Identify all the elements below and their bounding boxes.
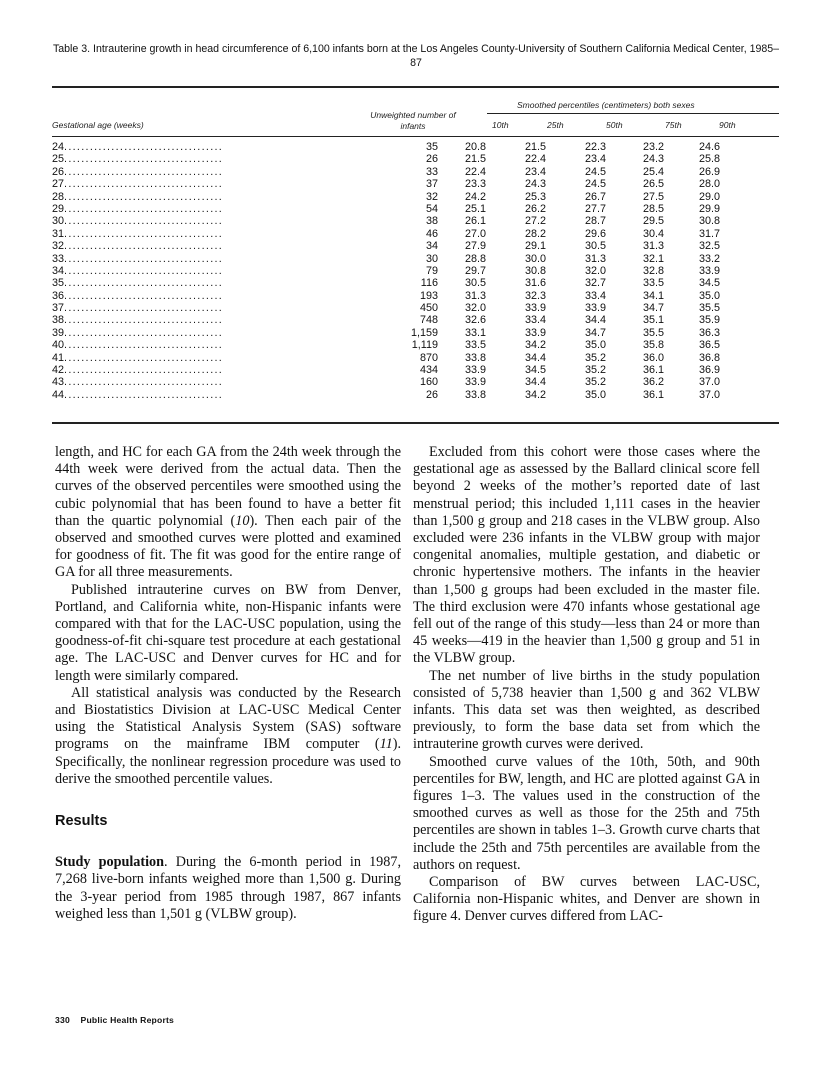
p50-cell: 33.9 [584,302,606,315]
p75-cell: 32.8 [642,264,664,277]
unweighted-count-cell: 32 [425,190,438,203]
leader-dots: ..................................... [64,339,224,352]
p50-cell: 35.2 [584,351,606,364]
p90-cell: 31.7 [698,227,720,240]
p50-cell: 30.5 [584,240,606,253]
p75-cell: 32.1 [642,252,664,265]
p10-cell: 27.0 [464,227,486,240]
p50-cell: 24.5 [584,178,606,191]
p50-cell: 32.0 [584,264,606,277]
p25-cell: 34.5 [524,364,546,377]
p75-cell: 30.4 [642,227,664,240]
p25-cell: 29.1 [524,240,546,253]
gestational-age-cell: 24..................................... [52,141,224,153]
gestational-age-cell: 30..................................... [52,215,224,228]
p50-cell: 32.7 [584,277,606,290]
leader-dots: ..................................... [64,277,224,290]
unweighted-count-cell: 160 [419,376,438,389]
p25-cell: 33.9 [524,302,546,315]
citation-ref: 11 [379,736,393,753]
p10-cell: 24.2 [464,190,486,203]
table-row [52,265,779,277]
table-row [52,191,779,203]
p90-cell: 36.3 [698,326,720,339]
gestational-age-cell: 25..................................... [52,153,224,166]
p50-cell: 33.4 [584,289,606,302]
p90-cell: 30.8 [698,215,720,228]
p25-cell: 34.2 [524,388,546,401]
p25-cell: 26.2 [524,202,546,215]
section-heading-results: Results [55,813,108,830]
p50-cell: 34.7 [584,326,606,339]
p75-cell: 36.1 [642,388,664,401]
p75-cell: 28.5 [642,202,664,215]
p25-cell: 25.3 [524,190,546,203]
p50-cell: 35.0 [584,388,606,401]
left-column [55,444,401,923]
p75-cell: 36.0 [642,351,664,364]
paragraph: length, and HC for each GA from the 24th week through the 44th week were derived from the actual data. Then the curves of the observed percentiles were smoothed using the cubic polynomial that has been found to have a better fit than the quartic polynomial (10). Then each pair of the observed and smoothed curves were plotted and examined for goodness of fit. The fit was good for the entire range of GA for all three measurements. [55,444,402,581]
p75-cell: 29.5 [642,215,664,228]
p75-cell: 24.3 [642,153,664,166]
unweighted-count-cell: 37 [425,178,438,191]
p10-cell: 33.1 [464,326,486,339]
citation-ref: 10 [235,512,250,529]
leader-dots: ..................................... [64,240,224,253]
header-p10: 10th [492,120,509,130]
p75-cell: 35.5 [642,326,664,339]
table-row [52,228,779,240]
leader-dots: ..................................... [64,376,224,389]
p10-cell: 20.8 [464,141,486,153]
leader-dots: ..................................... [64,351,224,364]
p90-cell: 36.9 [698,364,720,377]
p90-cell: 35.5 [698,302,720,315]
gestational-age-cell: 31..................................... [52,227,224,240]
unweighted-count-cell: 54 [425,202,438,215]
p25-cell: 33.4 [524,314,546,327]
leader-dots: ..................................... [64,153,224,166]
unweighted-count-cell: 434 [419,364,438,377]
unweighted-count-cell: 38 [425,215,438,228]
gestational-age-cell: 27..................................... [52,178,224,191]
unweighted-count-cell: 26 [425,388,438,401]
p50-cell: 34.4 [584,314,606,327]
p25-cell: 30.8 [524,264,546,277]
table-body [52,141,779,401]
unweighted-count-cell: 450 [419,302,438,315]
p25-cell: 33.9 [524,326,546,339]
p50-cell: 22.3 [584,141,606,153]
table-row [52,153,779,165]
p10-cell: 32.6 [464,314,486,327]
unweighted-count-cell: 34 [425,240,438,253]
p10-cell: 29.7 [464,264,486,277]
p10-cell: 25.1 [464,202,486,215]
header-group-rule [487,113,779,114]
unweighted-count-cell: 46 [425,227,438,240]
p10-cell: 33.5 [464,339,486,352]
paragraph: Published intrauterine curves on BW from Denver, Portland, and California white, non-Hispanic infants were compared with that for the LAC-USC population, using the goodness-of-fit chi-square test procedure at each gestational age. The LAC-USC and Denver curves for HC and for length were similarly compared. [55,581,401,684]
p75-cell: 27.5 [642,190,664,203]
gestational-age-cell: 28..................................... [52,190,224,203]
p25-cell: 30.0 [524,252,546,265]
p90-cell: 26.9 [698,165,720,178]
p50-cell: 29.6 [584,227,606,240]
p25-cell: 24.3 [524,178,546,191]
unweighted-count-cell: 26 [425,153,438,166]
p25-cell: 23.4 [524,165,546,178]
unweighted-count-cell: 870 [419,351,438,364]
p90-cell: 35.9 [698,314,720,327]
unweighted-count-cell: 79 [425,264,438,277]
p10-cell: 21.5 [464,153,486,166]
p10-cell: 23.3 [464,178,486,191]
gestational-age-cell: 40..................................... [52,339,224,352]
gestational-age-cell: 32..................................... [52,240,224,253]
header-bottom-rule [52,136,779,137]
p50-cell: 35.0 [584,339,606,352]
page-number: 330 [55,1015,70,1025]
table-row [52,327,779,339]
p75-cell: 35.1 [642,314,664,327]
table-row [52,364,779,376]
leader-dots: ..................................... [64,141,224,153]
p75-cell: 33.5 [642,277,664,290]
paragraph: Comparison of BW curves between LAC-USC, California non-Hispanic whites, and Denver are shown in figure 4. Denver curves differed from LAC- [413,874,760,925]
p75-cell: 34.7 [642,302,664,315]
leader-dots: ..................................... [64,264,224,277]
p10-cell: 33.9 [464,376,486,389]
unweighted-count-cell: 748 [419,314,438,327]
gestational-age-cell: 39..................................... [52,326,224,339]
p90-cell: 36.8 [698,351,720,364]
table-row [52,277,779,289]
header-p90: 90th [719,120,736,130]
unweighted-count-cell: 193 [419,289,438,302]
header-p75: 75th [665,120,682,130]
p90-cell: 36.5 [698,339,720,352]
page-footer [55,1015,174,1025]
gestational-age-cell: 42..................................... [52,364,224,377]
p10-cell: 27.9 [464,240,486,253]
p75-cell: 25.4 [642,165,664,178]
leader-dots: ..................................... [64,364,224,377]
table-row [52,240,779,252]
gestational-age-cell: 29..................................... [52,202,224,215]
p50-cell: 27.7 [584,202,606,215]
gestational-age-cell: 44..................................... [52,388,224,401]
unweighted-count-cell: 1,119 [411,339,438,352]
p50-cell: 23.4 [584,153,606,166]
p25-cell: 32.3 [524,289,546,302]
gestational-age-cell: 36..................................... [52,289,224,302]
gestational-age-cell: 38..................................... [52,314,224,327]
p50-cell: 35.2 [584,376,606,389]
p25-cell: 34.2 [524,339,546,352]
p10-cell: 33.8 [464,388,486,401]
table-row [52,339,779,351]
gestational-age-cell: 26..................................... [52,165,224,178]
p25-cell: 28.2 [524,227,546,240]
p75-cell: 36.1 [642,364,664,377]
unweighted-count-cell: 35 [425,141,438,153]
p50-cell: 26.7 [584,190,606,203]
p90-cell: 34.5 [698,277,720,290]
leader-dots: ..................................... [64,165,224,178]
paragraph: Smoothed curve values of the 10th, 50th, and 90th percentiles for BW, length, and HC are plotted against GA in figures 1–3. The values used in the construction of the smoothed curves as well as those for the 25th and 75th percentiles are shown in tables 1–3. Growth curve charts that include the 25th and 75th percentiles are available from the authors on request. [413,753,760,873]
table-row [52,376,779,388]
unweighted-count-cell: 30 [425,252,438,265]
p10-cell: 33.8 [464,351,486,364]
table-row [52,352,779,364]
p10-cell: 31.3 [464,289,486,302]
p75-cell: 34.1 [642,289,664,302]
p90-cell: 35.0 [698,289,720,302]
p50-cell: 24.5 [584,165,606,178]
p75-cell: 31.3 [642,240,664,253]
unweighted-count-cell: 116 [420,277,438,290]
gestational-age-cell: 41..................................... [52,351,224,364]
p10-cell: 30.5 [464,277,486,290]
gestational-age-cell: 35..................................... [52,277,224,290]
p10-cell: 22.4 [464,165,486,178]
table-top-rule [52,86,779,88]
p25-cell: 31.6 [524,277,546,290]
p25-cell: 27.2 [524,215,546,228]
right-column [413,444,760,926]
leader-dots: ..................................... [64,227,224,240]
leader-dots: ..................................... [64,388,224,401]
leader-dots: ..................................... [64,252,224,265]
journal-name: Public Health Reports [80,1015,175,1025]
table-row [52,302,779,314]
p25-cell: 21.5 [524,141,546,153]
p90-cell: 28.0 [698,178,720,191]
leader-dots: ..................................... [64,289,224,302]
gestational-age-cell: 33..................................... [52,252,224,265]
p90-cell: 33.9 [698,264,720,277]
p90-cell: 29.0 [698,190,720,203]
p90-cell: 37.0 [698,376,720,389]
header-group-smoothed-percentiles: Smoothed percentiles (centimeters) both sexes [517,100,695,110]
p90-cell: 29.9 [698,202,720,215]
p10-cell: 33.9 [464,364,486,377]
header-p25: 25th [547,120,564,130]
paragraph: The net number of live births in the study population consisted of 5,738 heavier than 1,500 g and 362 VLBW infants. This data set was then weighted, as described previously, to form the base data set from which the intrauterine growth curves were derived. [413,667,760,753]
leader-dots: ..................................... [64,190,224,203]
p10-cell: 32.0 [464,302,486,315]
p75-cell: 26.5 [642,178,664,191]
p90-cell: 25.8 [698,153,720,166]
table-row [52,389,779,401]
unweighted-count-cell: 1,159 [410,326,438,339]
p25-cell: 34.4 [524,376,546,389]
run-in-heading: Study population [55,854,165,871]
p50-cell: 35.2 [584,364,606,377]
p50-cell: 28.7 [584,215,606,228]
p25-cell: 22.4 [524,153,546,166]
table-row [52,141,779,153]
table-row [52,314,779,326]
p90-cell: 37.0 [698,388,720,401]
p50-cell: 31.3 [584,252,606,265]
header-p50: 50th [606,120,623,130]
table-row [52,253,779,265]
p90-cell: 33.2 [698,252,720,265]
gestational-age-cell: 37..................................... [52,302,224,315]
p25-cell: 34.4 [524,351,546,364]
table-row [52,166,779,178]
gestational-age-cell: 34..................................... [52,264,224,277]
table-caption: Table 3. Intrauterine growth in head circumference of 6,100 infants born at the Los Angeles County-University of Southern California Medical Center, 1985–87 [52,43,780,69]
leader-dots: ..................................... [64,326,224,339]
gestational-age-cell: 43..................................... [52,376,224,389]
paragraph: All statistical analysis was conducted by the Research and Biostatistics Division at LAC-USC Medical Center using the Statistical Analysis System (SAS) software programs on the mainframe IBM computer (11). Specifically, the nonlinear regression procedure was used to derive the smoothed percentile values. [55,684,401,787]
paragraph: Excluded from this cohort were those cases where the gestational age as assessed by the Ballard clinical score fell beyond 2 weeks of the mother’s reported date of last menstrual period; this included 1,111 cases in the heavier than 1,500 g group and 218 cases in the VLBW group. Also excluded were 236 infants in the VLBW group with major congenital anomalies, multiple gestation, and diabetic or chronic hypertensive mothers. The infants in the heavier than 1,500 g groups had been excluded in the master file. The third exclusion were 470 infants whose gestational age fell out of the range of this study—less than 24 or more than 45 weeks—419 in the heavier than 1,500 g group and 51 in the VLBW group. [413,444,760,667]
unweighted-count-cell: 33 [425,165,438,178]
table-row [52,203,779,215]
table-bottom-rule [52,422,779,424]
header-gestational-age: Gestational age (weeks) [52,120,144,130]
header-unweighted-text: Unweighted number of infants [370,110,456,131]
p75-cell: 36.2 [642,376,664,389]
p75-cell: 35.8 [642,339,664,352]
leader-dots: ..................................... [64,202,224,215]
p10-cell: 26.1 [464,215,486,228]
p75-cell: 23.2 [642,141,664,153]
table-row [52,215,779,227]
leader-dots: ..................................... [64,215,224,228]
leader-dots: ..................................... [64,314,224,327]
leader-dots: ..................................... [64,302,224,315]
header-unweighted-number [358,110,468,132]
table-row [52,178,779,190]
p90-cell: 32.5 [698,240,720,253]
p90-cell: 24.6 [698,141,720,153]
paragraph: Study population. During the 6-month period in 1987, 7,268 live-born infants weighed more than 1,500 g. During the 3-year period from 1985 through 1987, 867 infants weighed less than 1,501 g (VLBW group). [55,854,401,922]
p10-cell: 28.8 [464,252,486,265]
leader-dots: ..................................... [64,178,224,191]
table-row [52,290,779,302]
